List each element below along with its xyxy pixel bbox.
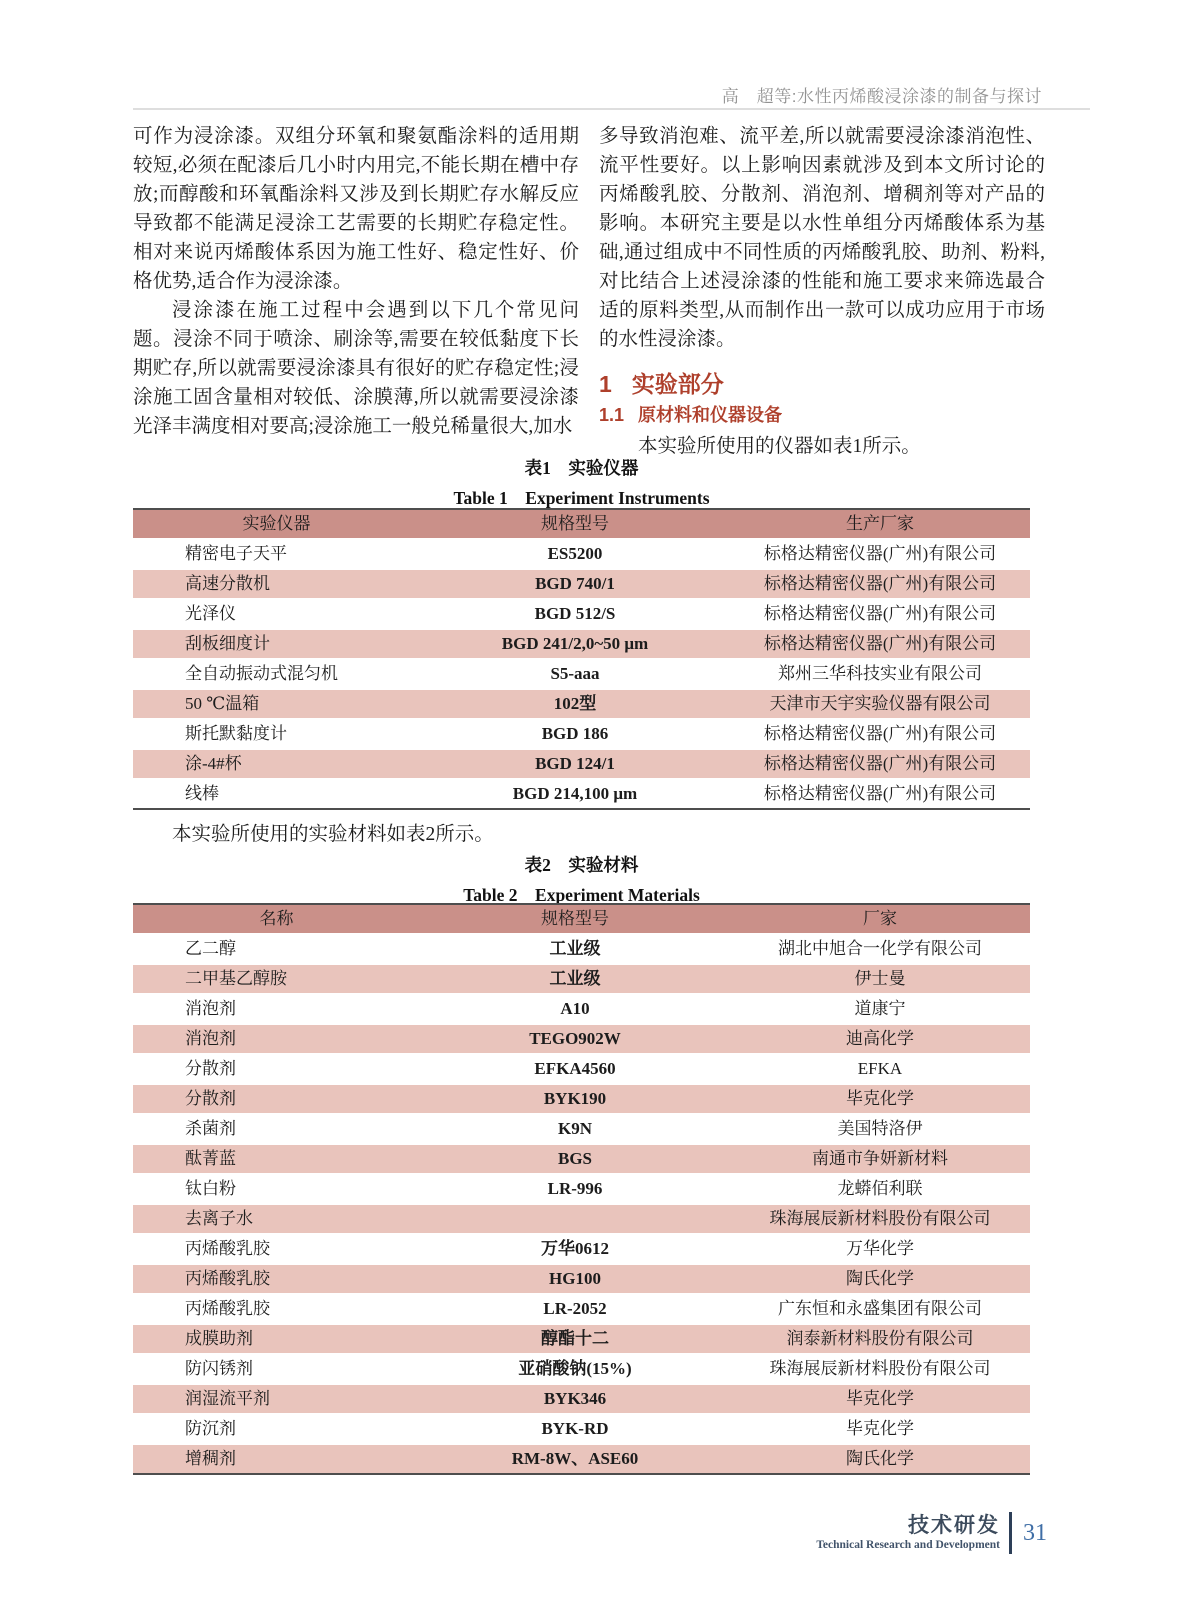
- table-row: [133, 1144, 1030, 1174]
- table1-caption-zh: 表1 实验仪器: [524, 458, 639, 478]
- table-row: [133, 1174, 1030, 1204]
- table-cell: 增稠剂: [185, 1449, 236, 1468]
- header-rule: [133, 108, 1090, 110]
- table-cell: 102型: [553, 694, 597, 713]
- table-row: [133, 1354, 1030, 1384]
- paragraph: 浸涂漆在施工过程中会遇到以下几个常见问题。浸涂不同于喷涂、刷涂等,需要在较低黏度下长期贮存,所以就需要浸涂漆具有很好的贮存稳定性;浸涂施工固含量相对较低、涂膜薄,所以就需要浸涂漆光泽丰满度相对要高;浸涂施工一般兑稀量很大,加水: [133, 300, 579, 437]
- section-number: 1: [599, 371, 612, 397]
- column-header: 实验仪器: [242, 514, 311, 533]
- table-cell: 标格达精密仪器(广州)有限公司: [763, 604, 997, 623]
- table-row: [133, 1054, 1030, 1084]
- column-header: 规格型号: [541, 514, 609, 533]
- table-cell: BGD 124/1: [535, 754, 615, 773]
- table-header-row: [133, 904, 1030, 934]
- table-cell: 杀菌剂: [185, 1119, 236, 1138]
- table-cell: BGD 214,100 μm: [512, 784, 638, 803]
- table-row: [133, 749, 1030, 779]
- table-cell: 标格达精密仪器(广州)有限公司: [763, 574, 997, 593]
- table-cell: 龙蟒佰利联: [837, 1179, 923, 1198]
- table-cell: 标格达精密仪器(广州)有限公司: [763, 784, 997, 803]
- table-cell: 道康宁: [854, 999, 906, 1018]
- table-row: [133, 1204, 1030, 1234]
- table-cell: 乙二醇: [185, 939, 236, 958]
- table-cell: 涂-4#杯: [185, 754, 242, 773]
- table-cell: 毕克化学: [846, 1419, 914, 1438]
- table-cell: 亚硝酸钠(15%): [518, 1359, 632, 1378]
- page-number: 31: [1023, 1519, 1047, 1546]
- table-cell: ES5200: [547, 544, 603, 563]
- column-header: 厂家: [863, 909, 897, 928]
- table2-caption: [133, 852, 1030, 907]
- table-cell: 防沉剂: [185, 1419, 236, 1438]
- table-cell: BGD 241/2,0~50 μm: [501, 634, 649, 653]
- body-columns: [133, 122, 1045, 461]
- column-header: 生产厂家: [846, 514, 914, 533]
- table-row: [133, 964, 1030, 994]
- section-title: 实验部分: [631, 371, 724, 397]
- table-row: [133, 934, 1030, 964]
- table-cell: 全自动振动式混匀机: [185, 664, 338, 683]
- column-header: 规格型号: [541, 909, 609, 928]
- table-row: [133, 1384, 1030, 1414]
- table-cell: K9N: [558, 1119, 592, 1138]
- table-cell: 成膜助剂: [185, 1329, 253, 1348]
- table-cell: LR-996: [547, 1179, 603, 1198]
- table-cell: HG100: [549, 1269, 601, 1288]
- table-cell: BYK346: [543, 1389, 607, 1408]
- table1-caption-en: Table 1 Experiment Instruments: [453, 488, 710, 508]
- table-cell: 光泽仪: [185, 604, 236, 623]
- table-cell: 珠海展辰新材料股份有限公司: [769, 1359, 991, 1378]
- table-row: [133, 539, 1030, 569]
- table-cell: 毕克化学: [846, 1089, 914, 1108]
- table-cell: 陶氏化学: [846, 1449, 914, 1468]
- table-cell: EFKA4560: [534, 1059, 616, 1078]
- paragraph: 可作为浸涂漆。双组分环氧和聚氨酯涂料的适用期较短,必须在配漆后几小时内用完,不能长期在槽中存放;而醇酸和环氧酯涂料又涉及到长期贮存水解反应导致都不能满足浸涂工艺需要的长期贮存稳定性。相对来说丙烯酸体系因为施工性好、稳定性好、价格优势,适合作为浸涂漆。: [133, 126, 579, 292]
- table-cell: 丙烯酸乳胶: [185, 1239, 270, 1258]
- table-row: [133, 629, 1030, 659]
- table-cell: 郑州三华科技实业有限公司: [778, 664, 982, 683]
- running-head: 高 超等:水性丙烯酸浸涂漆的制备与探讨: [721, 87, 1042, 106]
- table-row: [133, 569, 1030, 599]
- table-cell: S5-aaa: [550, 664, 600, 683]
- table-row: [133, 1114, 1030, 1144]
- table-cell: BYK190: [543, 1089, 607, 1108]
- table-row: [133, 659, 1030, 689]
- subsection-heading: [599, 404, 1045, 426]
- table-cell: 斯托默黏度计: [185, 724, 287, 743]
- section-heading: [599, 371, 1045, 397]
- experiment-materials-table: [133, 903, 1030, 1475]
- table2-caption-en: Table 2 Experiment Materials: [463, 885, 700, 905]
- table-cell: 标格达精密仪器(广州)有限公司: [763, 634, 997, 653]
- table-row: [133, 1294, 1030, 1324]
- table-row: [133, 599, 1030, 629]
- table2-caption-zh: 表2 实验材料: [524, 855, 639, 875]
- table-cell: 润湿流平剂: [185, 1389, 270, 1408]
- paragraph: 本实验所使用的实验材料如表2所示。: [172, 823, 494, 845]
- table-cell: 分散剂: [185, 1059, 236, 1078]
- table-cell: 高速分散机: [185, 574, 270, 593]
- table-cell: RM-8W、ASE60: [511, 1449, 639, 1468]
- table-row: [133, 1024, 1030, 1054]
- table-cell: 美国特洛伊: [837, 1119, 923, 1138]
- table-cell: 万华化学: [846, 1239, 914, 1258]
- table-cell: 工业级: [549, 939, 601, 958]
- table-cell: 防闪锈剂: [185, 1359, 253, 1378]
- table-cell: 珠海展辰新材料股份有限公司: [769, 1209, 991, 1228]
- paragraph: 多导致消泡难、流平差,所以就需要浸涂漆消泡性、流平性要好。以上影响因素就涉及到本文所讨论的丙烯酸乳胶、分散剂、消泡剂、增稠剂等对产品的影响。本研究主要是以水性单组分丙烯酸体系为基础,通过组成中不同性质的丙烯酸乳胶、助剂、粉料,对比结合上述浸涂漆的性能和施工要求来筛选最合适的原料类型,从而制作出一款可以成功应用于市场的水性浸涂漆。: [599, 126, 1045, 350]
- table-row: [133, 689, 1030, 719]
- table-cell: 标格达精密仪器(广州)有限公司: [763, 544, 997, 563]
- experiment-instruments-table: [133, 508, 1030, 810]
- table-cell: 消泡剂: [185, 999, 236, 1018]
- table-cell: 醇酯十二: [541, 1329, 609, 1348]
- table-cell: 伊士曼: [854, 969, 906, 988]
- table-cell: 广东恒和永盛集团有限公司: [778, 1299, 982, 1318]
- table-cell: 工业级: [549, 969, 601, 988]
- table-row: [133, 1084, 1030, 1114]
- table-row: [133, 1414, 1030, 1444]
- table-cell: 消泡剂: [185, 1029, 236, 1048]
- footer-divider-bar: [1009, 1512, 1012, 1554]
- table-cell: TEGO902W: [529, 1029, 621, 1048]
- table-cell: 标格达精密仪器(广州)有限公司: [763, 754, 997, 773]
- table-cell: 丙烯酸乳胶: [185, 1269, 270, 1288]
- table-cell: 万华0612: [541, 1239, 609, 1258]
- table-cell: 天津市天宇实验仪器有限公司: [769, 694, 991, 713]
- table-cell: BGD 512/S: [534, 604, 616, 623]
- table-cell: BGD 740/1: [535, 574, 615, 593]
- table-cell: LR-2052: [543, 1299, 607, 1318]
- table-row: [133, 1444, 1030, 1474]
- table-row: [133, 1324, 1030, 1354]
- paragraph: 本实验所使用的仪器如表1所示。: [638, 436, 921, 457]
- table-cell: A10: [560, 999, 590, 1018]
- table-cell: [420, 1204, 730, 1234]
- table-cell: 毕克化学: [846, 1389, 914, 1408]
- table1-caption: [133, 455, 1030, 510]
- table-cell: 线棒: [185, 784, 219, 803]
- table-row: [133, 779, 1030, 809]
- table-cell: 分散剂: [185, 1089, 236, 1108]
- table-cell: EFKA: [857, 1059, 903, 1078]
- table-cell: 50 ℃温箱: [185, 694, 260, 713]
- table-row: [133, 1234, 1030, 1264]
- table-cell: 湖北中旭合一化学有限公司: [778, 939, 982, 958]
- footer-section-en: Technical Research and Development: [816, 1539, 1000, 1551]
- table-cell: 南通市争妍新材料: [812, 1149, 948, 1168]
- column-header: 名称: [259, 909, 294, 928]
- table-cell: 二甲基乙醇胺: [185, 969, 287, 988]
- left-column: [133, 122, 579, 461]
- subsection-number: 1.1: [599, 405, 625, 425]
- table-cell: BGS: [557, 1149, 593, 1168]
- table-cell: 酞菁蓝: [185, 1149, 236, 1168]
- table-header-row: [133, 509, 1030, 539]
- table-cell: 陶氏化学: [846, 1269, 914, 1288]
- footer-section-zh: 技术研发: [908, 1514, 1000, 1537]
- table-cell: 钛白粉: [185, 1179, 236, 1198]
- table-row: [133, 1264, 1030, 1294]
- table-cell: 刮板细度计: [185, 634, 270, 653]
- table-cell: 迪高化学: [846, 1029, 914, 1048]
- table-cell: BGD 186: [541, 724, 609, 743]
- table-cell: 精密电子天平: [185, 544, 287, 563]
- subsection-title: 原材料和仪器设备: [638, 405, 783, 425]
- table-cell: 丙烯酸乳胶: [185, 1299, 270, 1318]
- footer-section-label: [816, 1514, 1000, 1552]
- table-cell: 标格达精密仪器(广州)有限公司: [763, 724, 997, 743]
- table-row: [133, 994, 1030, 1024]
- table-cell: 润泰新材料股份有限公司: [786, 1329, 974, 1348]
- right-column: [599, 122, 1045, 461]
- page-footer: [816, 1512, 1047, 1554]
- table-row: [133, 719, 1030, 749]
- table-cell: BYK-RD: [541, 1419, 609, 1438]
- table-cell: 去离子水: [185, 1209, 253, 1228]
